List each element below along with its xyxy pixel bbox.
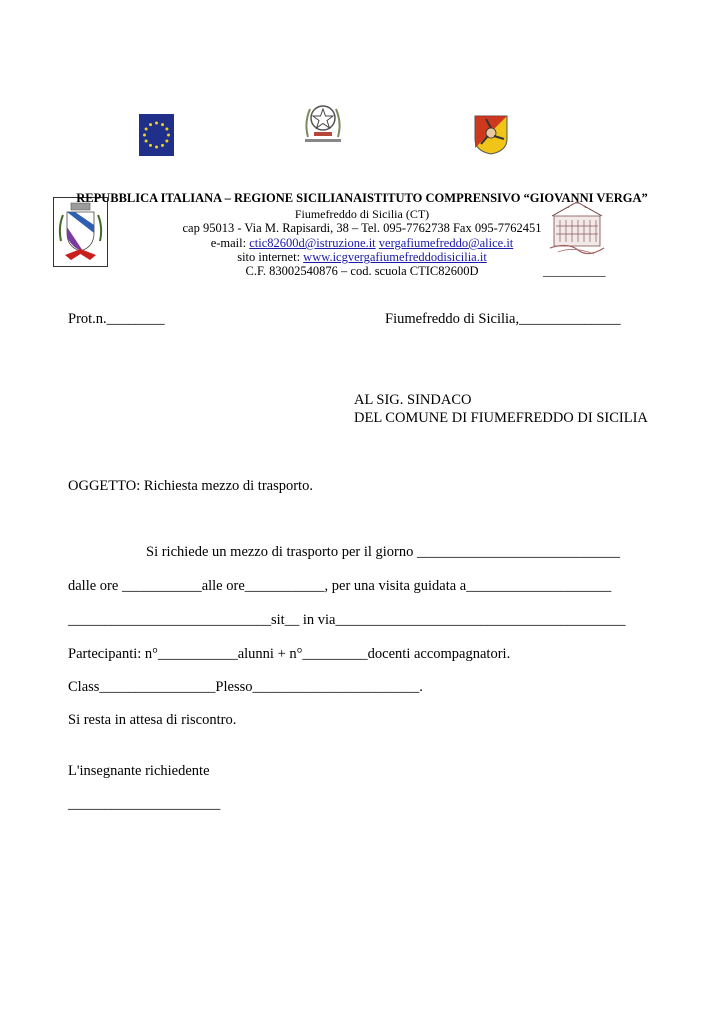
italian-emblem-icon [302, 97, 344, 143]
request-line-date: Si richiede un mezzo di trasporto per il giorno ____________________________ [146, 544, 620, 560]
school-fiscal-code: C.F. 83002540876 – cod. scuola CTIC82600D [245, 264, 479, 278]
website-link[interactable]: www.icgvergafiumefreddodisicilia.it [303, 250, 487, 264]
eu-flag-icon [139, 114, 174, 156]
school-email-line [0, 236, 724, 251]
sicily-region-icon [474, 115, 508, 155]
class-and-plesso-line: Class________________Plesso_______________________. [68, 679, 423, 695]
signature-label: L'insegnante richiedente [68, 763, 210, 779]
participants-line: Partecipanti: n°___________alunni + n°_________docenti accompagnatori. [68, 646, 511, 662]
recipient-line-1: AL SIG. SINDACO [354, 392, 472, 408]
signature-line: _____________________ [68, 796, 221, 812]
header-blank-line: __________ [543, 264, 606, 278]
school-address: cap 95013 - Via M. Rapisardi, 38 – Tel. 095-7762738 Fax 095-7762451 [182, 221, 542, 235]
school-city: Fiumefreddo di Sicilia (CT) [294, 207, 430, 221]
school-header-title: REPUBBLICA ITALIANA – REGIONE SICILIANAISTITUTO COMPRENSIVO “GIOVANNI VERGA” [76, 191, 648, 205]
school-website-line [0, 250, 724, 265]
website-label: sito internet: [237, 250, 304, 264]
protocol-number: Prot.n.________ [68, 311, 165, 327]
letter-subject: OGGETTO: Richiesta mezzo di trasporto. [68, 478, 313, 494]
request-line-times: dalle ore ___________alle ore___________, per una visita guidata a____________________ [68, 578, 612, 594]
place-and-date: Fiumefreddo di Sicilia,______________ [385, 311, 621, 327]
email-label: e-mail: [210, 236, 250, 250]
request-line-address: ____________________________sit__ in via________________________________________ [68, 612, 626, 628]
recipient-line-2: DEL COMUNE DI FIUMEFREDDO DI SICILIA [354, 410, 648, 426]
closing-line: Si resta in attesa di riscontro. [68, 712, 237, 728]
email-link-istruzione[interactable]: ctic82600d@istruzione.it [249, 236, 376, 250]
email-link-alice[interactable]: vergafiumefreddo@alice.it [378, 236, 514, 250]
